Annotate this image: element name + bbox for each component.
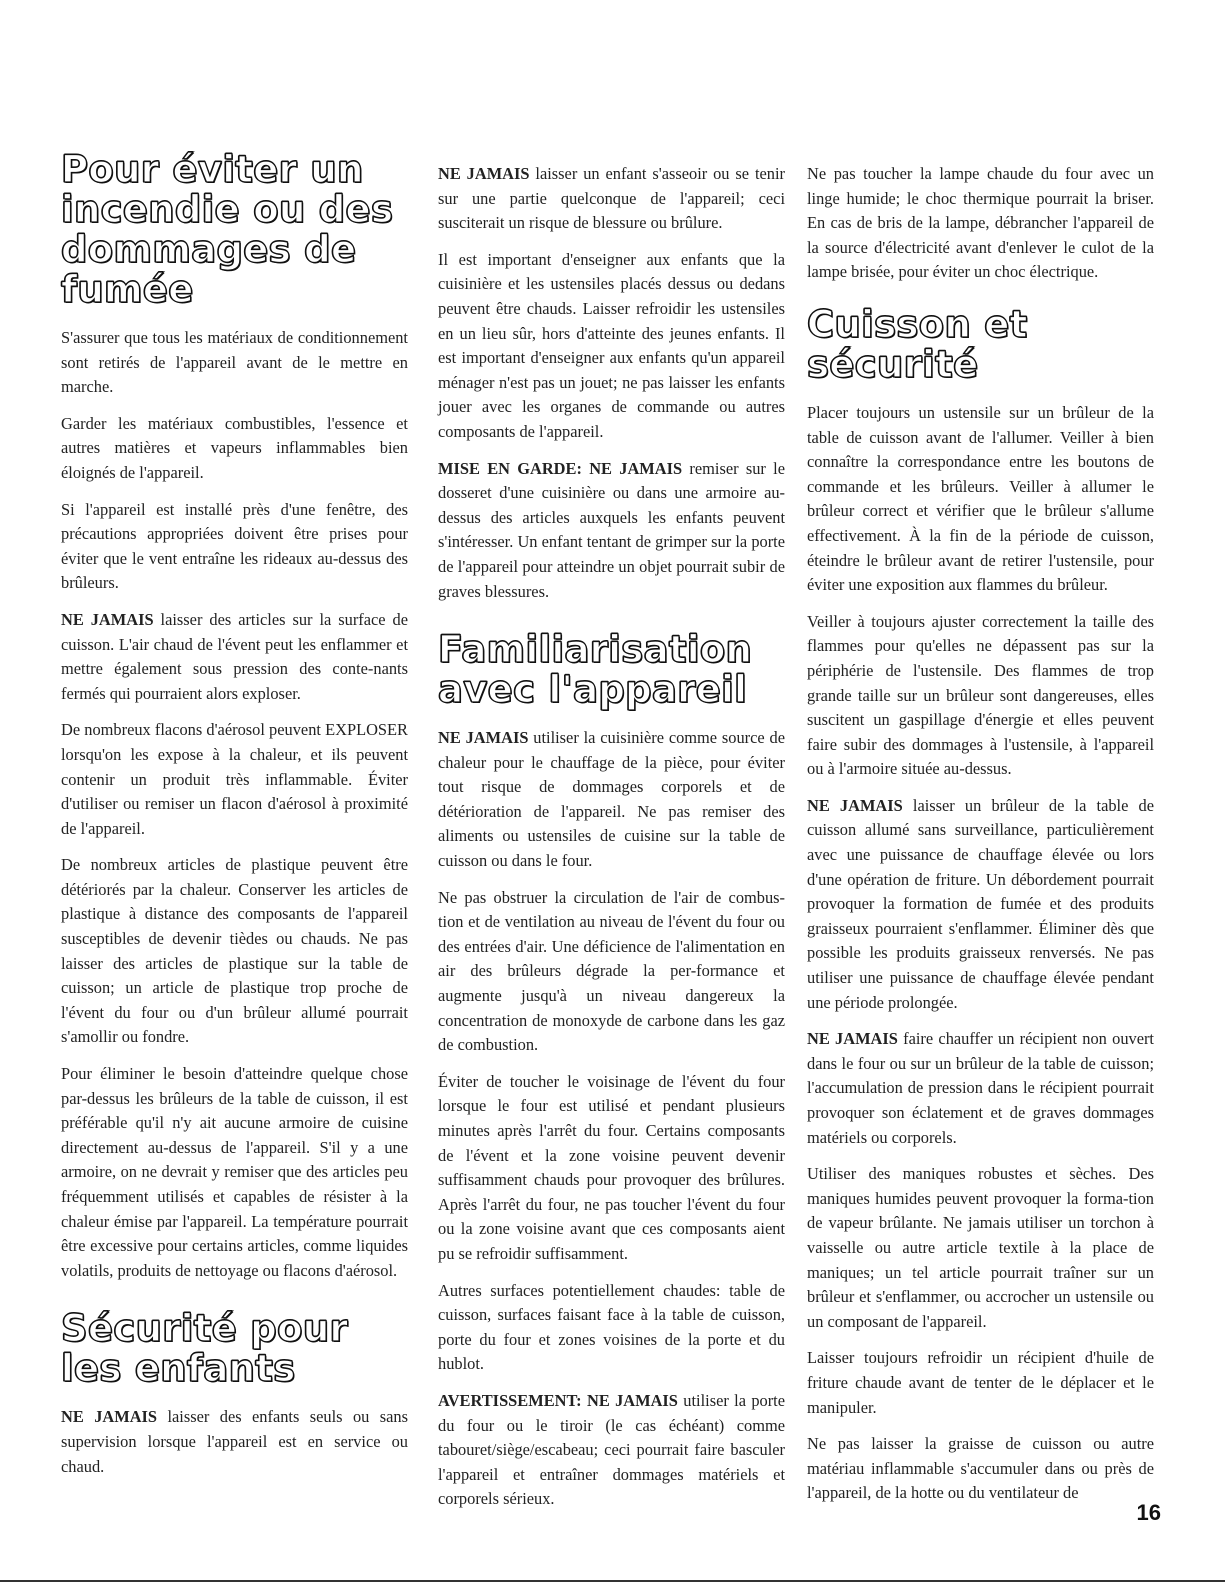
heading-cooking-safety: Cuisson et sécurité bbox=[807, 302, 1028, 386]
bottom-rule bbox=[0, 1580, 1225, 1582]
paragraph bbox=[438, 457, 785, 605]
warning-lead: NE JAMAIS bbox=[61, 609, 154, 629]
paragraph-text: laisser des enfants seuls ou sans supervision lorsque l'appareil est en service ou chaud. bbox=[61, 1407, 408, 1476]
paragraph: Il est important d'enseigner aux enfants que la cuisinière et les ustensiles placés dessus ou dedans peuvent être chauds. Laisser refroidir les ustensiles en un lieu sûr, hors d'atteinte des jeunes enfants. Il est important d'enseigner aux enfants qu'un appareil ménager n'est pas un jouet; ne pas laisser les enfants jouer avec les organes de commande ou autres composants de l'appareil. bbox=[438, 249, 785, 441]
paragraph bbox=[438, 726, 785, 874]
paragraph: Garder les matériaux combustibles, l'essence et autres matières et vapeurs inflammables bien éloignés de l'appareil. bbox=[61, 413, 408, 482]
heading-child-safety: Sécurité pour les enfants bbox=[61, 1307, 349, 1391]
paragraph bbox=[807, 1027, 1154, 1150]
column-right bbox=[807, 162, 1154, 1518]
page-number: 16 bbox=[1136, 1500, 1161, 1525]
paragraph bbox=[438, 1389, 785, 1512]
paragraph: De nombreux articles de plastique peuvent être détériorés par la chaleur. Conserver les articles de plastique à distance des composants de l'appareil susceptibles de devenir tièdes ou chauds. Ne pas laisser des articles de plastique sur la table de cuisson; un article de plastique trop proche de l'évent du four ou d'un brûleur allumé pourrait s'amollir ou fondre. bbox=[61, 855, 408, 1047]
heading-familiarization: Familiarisation avec l'appareil bbox=[438, 628, 753, 712]
paragraph: S'assurer que tous les matériaux de conditionnement sont retirés de l'appareil avant de le mettre en marche. bbox=[61, 328, 408, 397]
warning-lead: NE JAMAIS bbox=[438, 164, 530, 183]
warning-lead: NE JAMAIS bbox=[807, 795, 903, 815]
warning-lead: MISE EN GARDE: NE JAMAIS bbox=[438, 458, 683, 478]
column-left bbox=[61, 150, 408, 1491]
paragraph-text: utiliser la cuisinière comme source de chaleur pour le chauffage de la pièce, pour éviter tout risque de dommages corporels et de détérioration de l'appareil. Ne pas remiser des aliments ou ustensiles de cuisine sur la table de cuisson ou dans le four. bbox=[438, 728, 785, 871]
paragraph bbox=[438, 162, 785, 236]
paragraph: Pour éliminer le besoin d'atteindre quelque chose par-dessus les brûleurs de la table de cuisson, il est préférable qu'il n'y ait aucune armoire de cuisine directement au-dessus de l'appareil. S'il y a une armoire, on ne devrait y remiser que des articles peu fréquemment utilisés et capables de résister à la chaleur émise par l'appareil. La température pourrait être excessive pour certains articles, comme liquides volatils, produits de nettoyage ou flacons d'aérosol. bbox=[61, 1064, 408, 1280]
column-middle bbox=[438, 162, 785, 1524]
paragraph-text: laisser des articles sur la surface de cuisson. L'air chaud de l'évent peut les enflammer et mettre également sous pression des conte-nants fermés qui pourraient alors exploser. bbox=[61, 609, 409, 703]
paragraph: Autres surfaces potentiellement chaudes: table de cuisson, surfaces faisant face à la table de cuisson, porte du four et zones voisines de la porte et du hublot. bbox=[438, 1280, 785, 1374]
paragraph bbox=[807, 794, 1154, 1015]
warning-lead: AVERTISSEMENT: NE JAMAIS bbox=[438, 1390, 678, 1410]
paragraph: Éviter de toucher le voisinage de l'évent du four lorsque le four est utilisé et pendant plusieurs minutes après l'arrêt du four. Certains composants de l'évent et la zone voisine peuvent devenir suffisamment chauds pour provoquer des brûlures. Après l'arrêt du four, ne pas toucher l'évent du four ou la zone voisine avant que ces composants aient pu se refroidir suffisamment. bbox=[438, 1071, 785, 1263]
paragraph-text: utiliser la porte du four ou le tiroir (le cas échéant) comme tabouret/siège/escabeau; ceci pourrait faire basculer l'appareil et entraîner dommages matériels et corporels sérieux. bbox=[438, 1390, 785, 1509]
paragraph-text: faire chauffer un récipient non ouvert dans le four ou sur un brûleur de la table de cuisson; l'accumulation de pression dans le récipient pourrait provoquer son éclatement et de graves dommages matériels ou corporels. bbox=[807, 1029, 1154, 1147]
paragraph bbox=[61, 608, 408, 706]
paragraph-text: laisser un enfant s'asseoir ou se tenir sur une partie quelconque de l'appareil; ceci susciterait un risque de blessure ou brûlure. bbox=[438, 164, 786, 233]
heading-fire-prevention: Pour éviter un incendie ou des dommages de fumée bbox=[61, 148, 394, 311]
paragraph: Veiller à toujours ajuster correctement la taille des flammes pour qu'elles ne dépassent pas sur la périphérie de l'ustensile. Des flammes de trop grande taille sur un brûleur sont dangereuses, elles suscitent un gaspillage d'énergie et elles peuvent faire subir des dommages à l'ustensile, à l'appareil ou à l'armoire située au-dessus. bbox=[807, 611, 1154, 779]
paragraph: Ne pas toucher la lampe chaude du four avec un linge humide; le choc thermique pourrait la briser. En cas de bris de la lampe, débrancher l'appareil de la source d'électricité avant d'enlever le culot de la lampe brisée, pour éviter un choc électrique. bbox=[807, 164, 1154, 282]
paragraph: Ne pas laisser la graisse de cuisson ou autre matériau inflammable s'accumuler dans ou près de l'appareil, de la hotte ou du ventilateur de bbox=[807, 1434, 1154, 1503]
warning-lead: NE JAMAIS bbox=[807, 1029, 898, 1049]
paragraph: Placer toujours un ustensile sur un brûleur de la table de cuisson avant de l'allumer. Veiller à bien connaître la correspondance entre les boutons de commande et les brûleurs. Veiller à allumer le brûleur correct et vérifier que le brûleur s'allume effectivement. À la fin de la période de cuisson, éteindre le brûleur avant de retirer l'ustensile, pour éviter une exposition aux flammes du brûleur. bbox=[807, 402, 1154, 595]
paragraph-text: laisser un brûleur de la table de cuisson allumé sans surveillance, particulièrement avec une puissance de chauffage élevée ou lors d'une opération de friture. Un débordement pourrait provoquer la formation de fumée et des produits graisseux pourraient s'enflammer. Éliminer dès que possible les produits graisseux renversés. Ne pas utiliser une puissance de chauffage élevée pendant une période prolongée. bbox=[807, 795, 1154, 1012]
paragraph bbox=[61, 1405, 408, 1479]
paragraph: Laisser toujours refroidir un récipient d'huile de friture chaude avant de tenter de le déplacer et le manipuler. bbox=[807, 1348, 1154, 1417]
paragraph: Si l'appareil est installé près d'une fenêtre, des précautions appropriées doivent être prises pour éviter que le vent entraîne les rideaux au-dessus des brûleurs. bbox=[61, 499, 408, 593]
paragraph-text: remiser sur le dosseret d'une cuisinière ou dans une armoire au-dessus des articles auxquels les enfants peuvent s'intéresser. Un enfant tentant de grimper sur la porte de l'appareil pour atteindre un objet pourrait subir de graves blessures. bbox=[438, 458, 786, 601]
paragraph: Utiliser des maniques robustes et sèches. Des maniques humides peuvent provoquer la forma-tion de vapeur brûlante. Ne jamais utiliser un torchon à vaisselle ou autre article textile à la place de maniques; un tel article pourrait traîner sur un brûleur et s'enflammer, ou accrocher un ustensile ou un composant de l'appareil. bbox=[807, 1164, 1154, 1331]
warning-lead: NE JAMAIS bbox=[61, 1407, 158, 1427]
paragraph: Ne pas obstruer la circulation de l'air de combus-tion et de ventilation au niveau de l'évent du four ou des entrées d'air. Une déficience de l'alimentation en air des brûleurs dégrade la per-formance et augmente jusqu'à un niveau dangereux la concentration de monoxyde de carbone dans les gaz de combustion. bbox=[438, 887, 785, 1055]
paragraph: De nombreux flacons d'aérosol peuvent EXPLOSER lorsqu'on les expose à la chaleur, et ils peuvent contenir un produit très inflammable. Éviter d'utiliser ou remiser un flacon d'aérosol à proximité de l'appareil. bbox=[61, 720, 408, 838]
warning-lead: NE JAMAIS bbox=[438, 728, 529, 748]
